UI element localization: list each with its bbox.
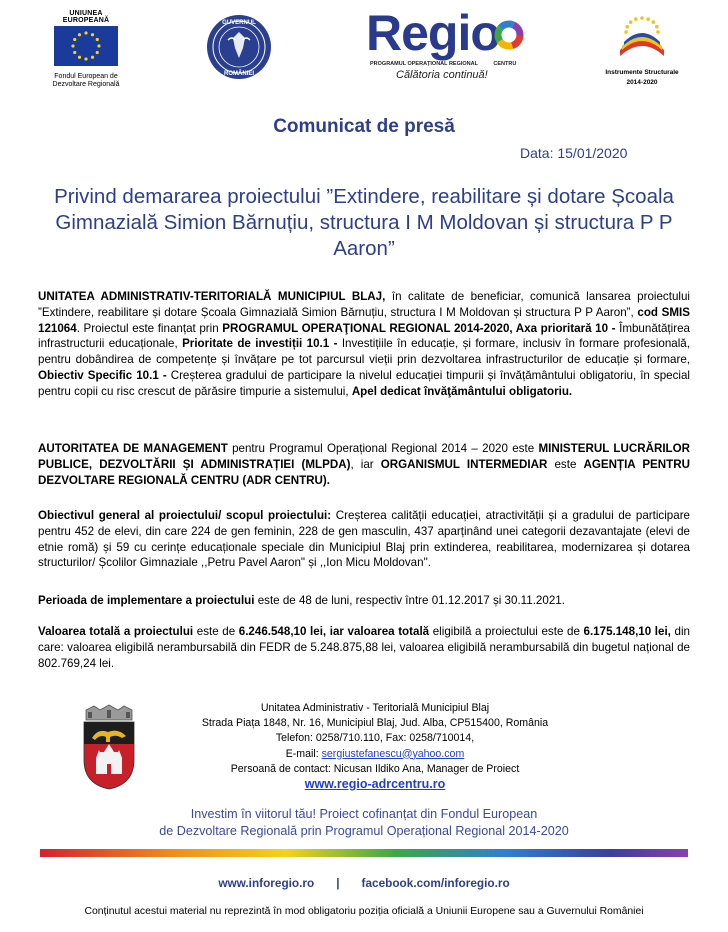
regio-logo-subtitle: PROGRAMUL OPERAȚIONAL REGIONAL CENTRU [370, 61, 517, 67]
instrumente-star-icon [625, 25, 629, 29]
eu-star-icon [96, 38, 99, 41]
cofinancing-line-1: Investim în viitorul tău! Proiect cofinanțat din Fondul European [190, 807, 538, 821]
eu-star-icon [73, 38, 76, 41]
eu-star-icon [73, 51, 76, 54]
eu-logo-caption-2: Dezvoltare Regională [52, 81, 120, 88]
disclaimer: Conținutul acestui material nu reprezintă în mod obligatoriu poziția oficială a Uniunii Europene sau a Guvernului României [84, 906, 644, 917]
instrumente-star-icon [655, 25, 659, 29]
eu-star-icon [91, 56, 94, 59]
document-date: Data: 15/01/2020 [520, 145, 628, 161]
instrumente-star-icon [634, 17, 638, 21]
cofinancing-line-2: de Dezvoltare Regională prin Programul Operațional Regional 2014-2020 [159, 824, 569, 838]
inforegio-link[interactable]: www.inforegio.ro [218, 876, 315, 890]
contact-block [160, 701, 590, 792]
contact-phone: Telefon: 0258/710.110, Fax: 0258/710014, [275, 732, 475, 745]
paragraph-beneficiary: UNITATEA ADMINISTRATIV-TERITORIALĂ MUNICIPIUL BLAJ, în calitate de beneficiar, comunică lansarea proiectului ”Extindere, reabilitare și dotare Școala Gimnazială Simion Bărnuțiu, structura I M Moldovan și structura P P Aaron”, cod SMIS 121064. Proiectul este finanțat prin PROGRAMUL OPERAŢIONAL REGIONAL 2014-2020, Axa prioritară 10 - Îmbunătățirea infrastructurii educaționale, Prioritate de investiții 10.1 - Investițiile în educație, și formare, inclusiv în formare profesională, pentru dobândirea de competențe și învățare pe tot parcursul vieții prin dezvoltarea infrastructurilor de educație și formare, Obiectiv Specific 10.1 - Creșterea gradului de participare la nivelul educației timpurii și învățământului obligatoriu, în special pentru copii cu risc crescut de părăsire timpurie a sistemului, Apel dedicat învăţământului obligatoriu. [38, 290, 690, 398]
instrumente-logo-line1: Instrumente Structurale [605, 69, 679, 76]
eu-logo [48, 10, 124, 88]
instrumente-structurale-logo [604, 10, 680, 86]
svg-text:ROMÂNIEI: ROMÂNIEI [224, 71, 254, 77]
rainbow-divider [40, 849, 688, 857]
contact-person: Persoană de contact: Nicusan Ildiko Ana, Manager de Proiect [230, 762, 520, 775]
paragraph-implementation-period: Perioada de implementare a proiectului este de 48 de luni, respectiv între 01.12.2017 și 30.11.2021. [38, 594, 565, 607]
paragraph-objective: Obiectivul general al proiectului/ scopul proiectului: Creșterea calității educației, atractivității și a gradului de participare pentru 452 de elevi, din care 224 de gen feminin, 228 de gen masculin, 437 aparținând unei categorii dezavantajate (elevi de etnie romă) și 59 cu cerințe educaționale speciale din Municipiul Blaj prin extinderea, reabilitarea, modernizarea și dotarea structurilor/ Școlilor Gimnaziale ,,Petru Pavel Aaron" și ,,Ion Micu Moldovan". [38, 509, 691, 570]
eu-logo-caption-1: Fondul European de [54, 73, 118, 80]
contact-email-label: E-mail: [285, 747, 322, 760]
svg-text:GUVERNUL: GUVERNUL [222, 20, 256, 26]
paragraph-total-value: Valoarea totală a proiectului este de 6.246.548,10 lei, iar valoarea totală eligibilă a proiectului este de 6.175.148,10 lei, din care: valoarea eligibilă nerambursabilă din FEDR de 5.248.875,88 lei, valoarea eligibilă nerambursabilă din bugetul național de 802.769,24 lei. [38, 625, 690, 670]
footer-links [0, 876, 728, 890]
eu-star-icon [78, 56, 81, 59]
regio-website-link[interactable]: www.regio-adrcentru.ro [304, 777, 446, 792]
contact-email-link[interactable]: sergiustefanescu@yahoo.com [321, 747, 465, 760]
instrumente-structurale-icon [614, 10, 670, 62]
romanian-government-seal-icon [206, 14, 272, 80]
facebook-link[interactable]: facebook.com/inforegio.ro [361, 876, 510, 890]
instrumente-star-icon [629, 20, 633, 24]
paragraph-management-authority: AUTORITATEA DE MANAGEMENT pentru Programul Operațional Regional 2014 – 2020 este MINISTERUL LUCRĂRILOR PUBLICE, DEZVOLTĂRII ȘI ADMINISTRAȚIEI (MLPDA), iar ORGANISMUL INTERMEDIAR este AGENȚIA PENTRU DEZVOLTARE REGIONALĂ CENTRU (ADR CENTRU). [38, 442, 691, 487]
regio-logo [366, 5, 526, 82]
eu-logo-title: UNIUNEA EUROPEANĂ [62, 10, 110, 24]
eu-star-icon [91, 33, 94, 36]
page-title: Comunicat de presă [273, 116, 455, 137]
cofinancing-statement [0, 806, 728, 840]
regio-logo-word: Regio [366, 5, 500, 61]
instrumente-star-icon [624, 30, 628, 34]
eu-star-icon [84, 31, 87, 34]
footer-separator: | [336, 876, 340, 890]
contact-institution: Unitatea Administrativ - Teritorială Municipiul Blaj [260, 702, 490, 714]
contact-email-row [160, 747, 590, 762]
eu-star-icon [96, 51, 99, 54]
eu-star-icon [71, 44, 74, 47]
regio-logo-slogan: Călătoria continuă! [396, 69, 488, 81]
regio-color-ring-icon [494, 20, 524, 50]
instrumente-star-icon [652, 20, 656, 24]
contact-address: Strada Piața 1848, Nr. 16, Municipiul Blaj, Jud. Alba, CP515400, România [201, 717, 549, 730]
press-release-headline: Privind demararea proiectului ”Extindere, reabilitare și dotare Școala Gimnazială Simion Bărnuțiu, structura I M Moldovan și structura P P Aaron” [54, 185, 674, 260]
eu-star-icon [84, 57, 87, 60]
instrumente-star-icon [640, 16, 644, 20]
blaj-coat-of-arms-icon [80, 704, 138, 790]
instrumente-star-icon [656, 30, 660, 34]
eu-flag-icon [54, 26, 118, 66]
eu-star-icon [97, 44, 100, 47]
eu-star-icon [78, 33, 81, 36]
instrumente-star-icon [646, 17, 650, 21]
instrumente-logo-line2: 2014-2020 [626, 79, 658, 86]
